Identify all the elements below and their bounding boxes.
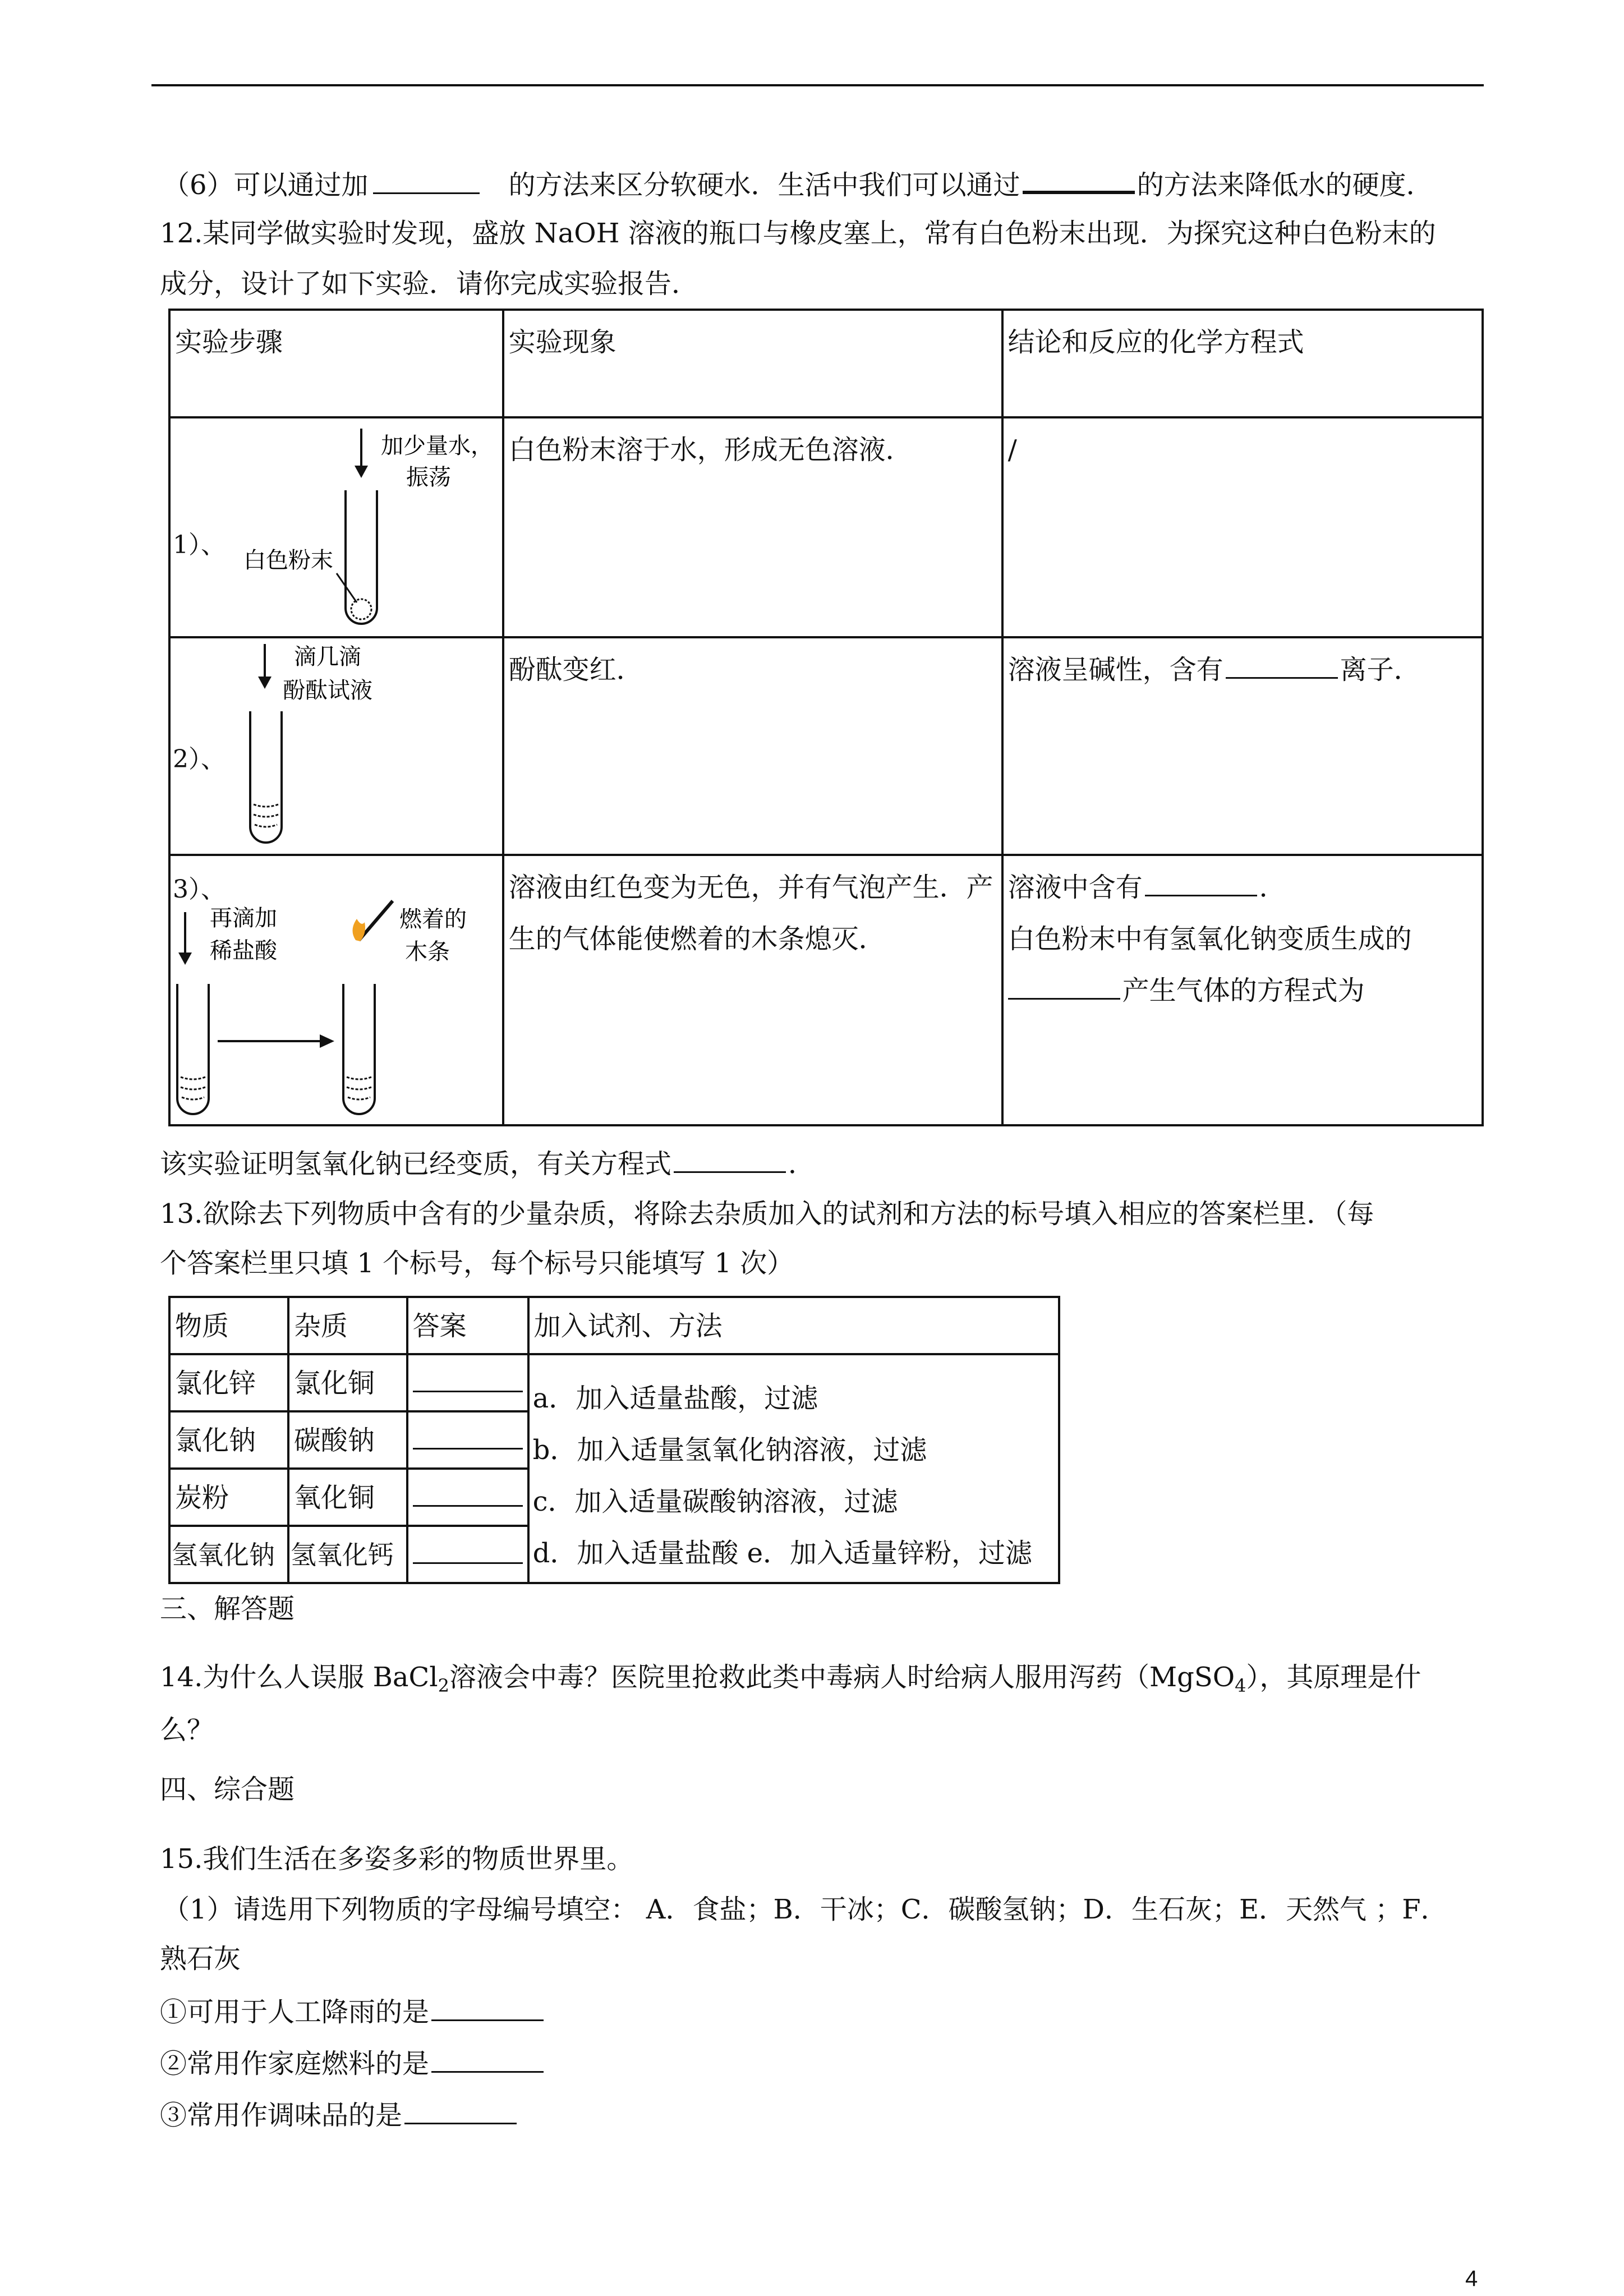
header-cell: 结论和反应的化学方程式: [1002, 310, 1483, 417]
q12-text-line2: 成分，设计了如下实验．请你完成实验报告．: [160, 268, 699, 300]
impurity-cell: 氢氧化钙: [288, 1526, 407, 1583]
step-label: 3）、: [173, 875, 226, 904]
answer-blank[interactable]: [413, 1421, 523, 1450]
impurity-cell: 氯化铜: [288, 1354, 407, 1411]
test-tube-diagram-3: [171, 856, 502, 1123]
answer-blank[interactable]: [413, 1535, 523, 1564]
step-label: 2）、: [173, 745, 226, 774]
diagram-label: 稀盐酸: [210, 938, 277, 964]
test-tube-diagram-2: [171, 638, 502, 852]
answer-cell[interactable]: [407, 1469, 528, 1526]
answer-blank[interactable]: [1145, 868, 1257, 896]
table-header-row: [169, 310, 1483, 417]
diagram-label: 滴几滴: [294, 644, 361, 670]
q12-footer: 该实验证明氢氧化钠已经变质，有关方程式 ．: [160, 1144, 815, 1182]
answer-cell[interactable]: [407, 1354, 528, 1411]
substance-cell: 氢氧化钠: [169, 1526, 288, 1583]
option-c: c．加入适量碳酸钠溶液，过滤: [532, 1486, 898, 1517]
phenomenon-cell: 酚酞变红．: [503, 637, 1002, 855]
table-row: [169, 637, 1483, 855]
answer-blank[interactable]: [431, 1993, 544, 2021]
table-row: [169, 855, 1483, 1125]
option-d-e: d．加入适量盐酸 e．加入适量锌粉，过滤: [532, 1538, 1033, 1569]
q14-text-line1: 14.为什么人误服 BaCl$_2$溶液会中毒？医院里抢救此类中毒病人时给病人服用泻药（MgSO$_4$），其原理是什: [160, 1662, 1421, 1696]
q13-text-line1: 13.欲除去下列物质中含有的少量杂质，将除去杂质加入的试剂和方法的标号填入相应的答案栏里．（每: [160, 1198, 1374, 1230]
substance-cell: 氯化钠: [169, 1411, 288, 1469]
header-cell: 物质: [169, 1297, 288, 1354]
diagram-label: 白色粉末: [243, 547, 333, 573]
answer-blank[interactable]: [1226, 650, 1338, 679]
conclusion-cell: /: [1002, 417, 1483, 637]
impurity-table: [168, 1296, 1060, 1584]
q13-text-line2: 个答案栏里只填 1 个标号，每个标号只能填写 1 次）: [160, 1248, 794, 1279]
header-cell: 答案: [407, 1297, 528, 1354]
answer-blank[interactable]: [1023, 164, 1135, 194]
conclusion-cell: 溶液呈碱性，含有 离子．: [1002, 637, 1483, 855]
substance-cell: 氯化锌: [169, 1354, 288, 1411]
diagram-label: 再滴加: [210, 905, 277, 931]
q15-item-2: ②常用作家庭燃料的是: [160, 2044, 544, 2082]
q15-item-1: ①可用于人工降雨的是: [160, 1993, 544, 2030]
phenomenon-cell: 溶液由红色变为无色，并有气泡产生．产 生的气体能使燃着的木条熄灭．: [503, 855, 1002, 1125]
header-cell: 实验步骤: [169, 310, 503, 417]
q14-text-line2: 么？: [160, 1714, 214, 1746]
q15-text-line2: （1）请选用下列物质的字母编号填空： A．食盐；B．干冰；C．碳酸氢钠；D．生石灰；E．天然气 ；F．: [163, 1894, 1448, 1925]
table-row: [169, 1354, 1059, 1411]
phenomenon-cell: 白色粉末溶于水，形成无色溶液．: [503, 417, 1002, 637]
header-cell: 杂质: [288, 1297, 407, 1354]
answer-blank[interactable]: [674, 1144, 786, 1173]
diagram-label: 燃着的: [399, 907, 467, 932]
experiment-table: [168, 309, 1484, 1126]
answer-blank[interactable]: [373, 165, 480, 194]
table-row: [169, 417, 1483, 637]
header-cell: 加入试剂、方法: [528, 1297, 1059, 1354]
diagram-label: 酚酞试液: [283, 678, 372, 703]
diagram-label: 木条: [405, 939, 450, 965]
step-cell: [169, 417, 503, 637]
step-cell: [169, 855, 503, 1125]
page-number: 4: [1465, 2266, 1478, 2291]
substance-cell: 炭粉: [169, 1469, 288, 1526]
answer-blank[interactable]: [431, 2044, 544, 2073]
answer-blank[interactable]: [413, 1478, 523, 1507]
answer-blank[interactable]: [413, 1364, 523, 1392]
diagram-label: 加少量水，: [381, 433, 493, 459]
options-cell: [528, 1354, 1059, 1583]
q11-part6: （6）可以通过加 的方法来区分软硬水．生活中我们可以通过 的方法来降低水的硬度．: [163, 164, 1433, 203]
header-cell: 实验现象: [503, 310, 1002, 417]
q15-text-line3: 熟石灰: [160, 1943, 241, 1975]
impurity-cell: 碳酸钠: [288, 1411, 407, 1469]
section-heading: 四、综合题: [160, 1774, 295, 1805]
table-header-row: [169, 1297, 1059, 1354]
q15-text-line1: 15.我们生活在多姿多彩的物质世界里。: [160, 1843, 634, 1875]
impurity-cell: 氧化铜: [288, 1469, 407, 1526]
answer-blank[interactable]: [1008, 971, 1120, 1000]
test-tube-diagram-1: [171, 418, 502, 632]
step-label: 1）、: [173, 531, 226, 559]
q12-text-line1: 12.某同学做实验时发现，盛放 NaOH 溶液的瓶口与橡皮塞上，常有白色粉末出现．为探究这种白色粉末的: [160, 218, 1436, 249]
conclusion-cell: 溶液中含有 ． 白色粉末中有氢氧化钠变质生成的 产生气体的方程式为: [1002, 855, 1483, 1125]
option-b: b．加入适量氢氧化钠溶液，过滤: [532, 1434, 927, 1466]
step-cell: [169, 637, 503, 855]
section-heading: 三、解答题: [160, 1593, 295, 1625]
option-a: a．加入适量盐酸，过滤: [532, 1383, 818, 1414]
answer-blank[interactable]: [404, 2096, 517, 2124]
answer-cell[interactable]: [407, 1526, 528, 1583]
header-rule: [151, 84, 1484, 86]
answer-cell[interactable]: [407, 1411, 528, 1469]
q15-item-3: ③常用作调味品的是: [160, 2096, 517, 2133]
diagram-label: 振荡: [406, 464, 451, 490]
